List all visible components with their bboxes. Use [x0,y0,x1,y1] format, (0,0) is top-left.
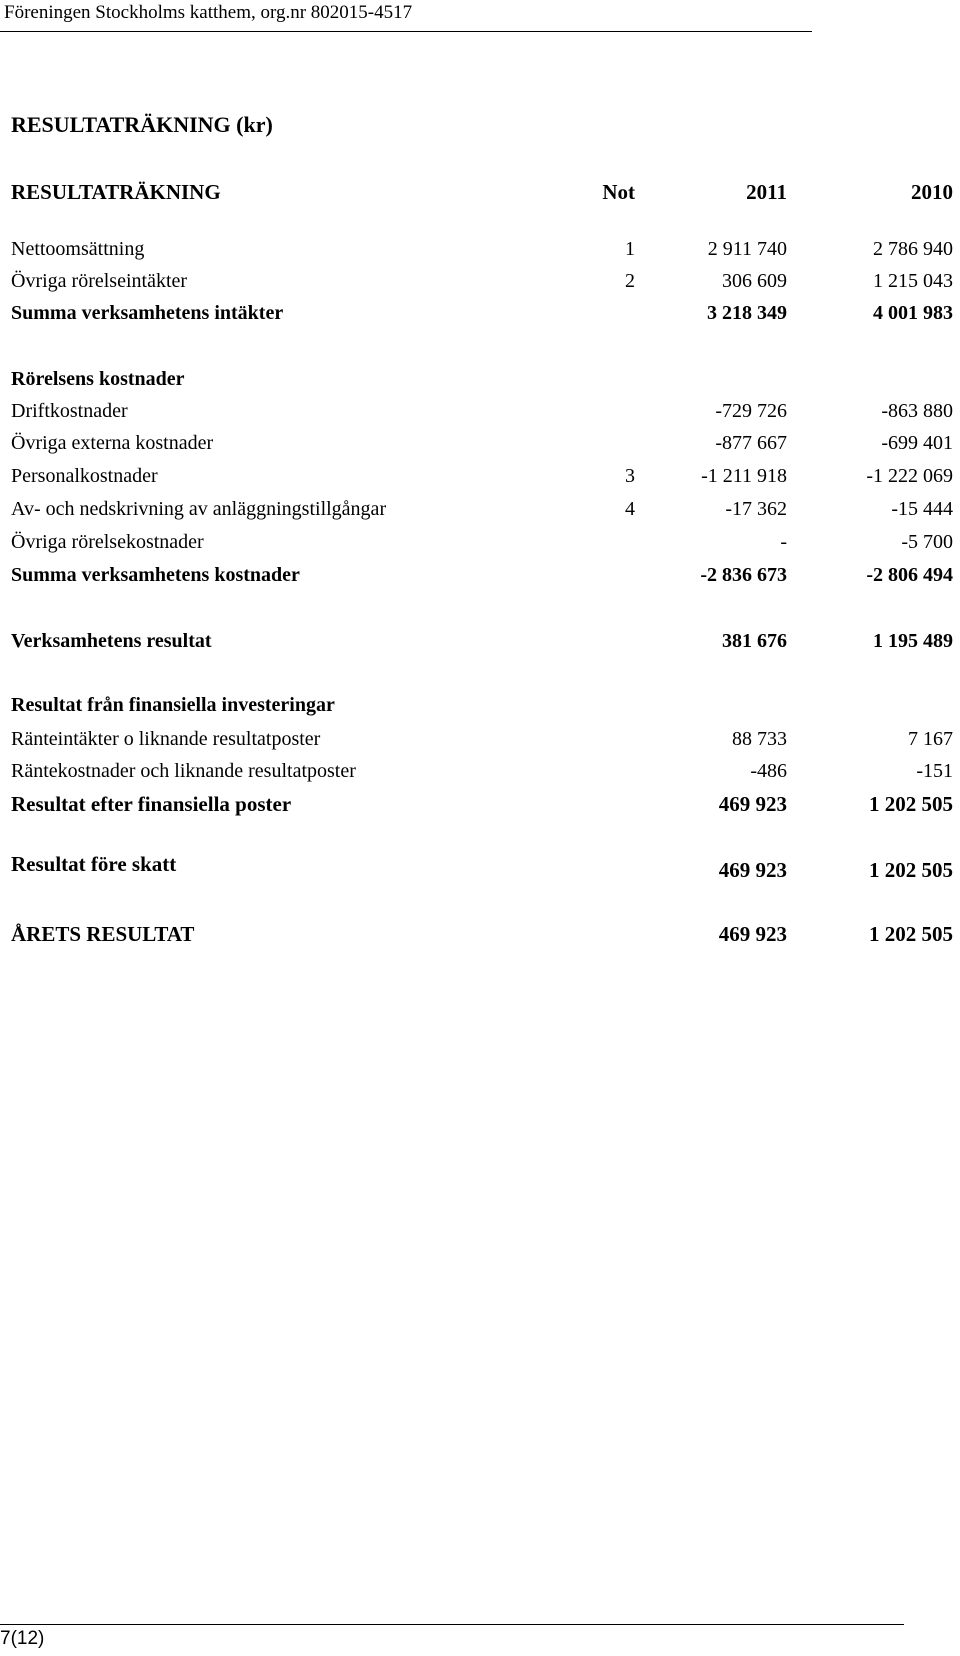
row-value-2011: 306 609 [722,270,787,292]
row-value-2010: 2 786 940 [873,238,953,260]
table-row-subtotal [11,302,959,332]
table-row [11,238,959,268]
row-value-2011: 381 676 [722,630,787,652]
row-value-2010: 1 215 043 [873,270,953,292]
page-number: 7(12) [0,1628,45,1649]
table-row [11,728,959,758]
row-label: Övriga externa kostnader [11,432,214,454]
header-year-2010: 2010 [911,180,953,204]
row-label: Resultat före skatt [11,852,177,876]
row-value-2011: 469 923 [718,792,787,816]
row-label: Personalkostnader [11,465,158,487]
row-label: Övriga rörelsekostnader [11,531,204,553]
row-value-2010: 1 202 505 [869,792,953,816]
row-value-2010: 1 202 505 [869,858,953,882]
row-label: Övriga rörelseintäkter [11,270,188,292]
row-value-2011: 88 733 [732,728,787,750]
row-note: 2 [625,270,635,292]
table-row [11,498,959,528]
row-label: Av- och nedskrivning av anläggningstillgångar [11,498,387,520]
table-row-result [11,852,959,882]
row-note: 3 [625,465,635,487]
row-label: Nettoomsättning [11,238,145,260]
row-label: Räntekostnader och liknande resultatposter [11,760,356,782]
row-value-2010: -1 222 069 [866,465,953,487]
row-value-2010: -5 700 [901,531,953,553]
table-row-subtotal [11,564,959,594]
section-heading [11,368,959,398]
row-value-2011: 2 911 740 [707,238,787,260]
row-label: ÅRETS RESULTAT [11,922,195,946]
row-value-2011: - [780,531,787,553]
row-value-2010: -863 880 [881,400,953,422]
table-header [11,180,959,210]
section-heading [11,694,959,724]
row-value-2011: -486 [750,760,787,782]
row-value-2011: -1 211 918 [701,465,787,487]
row-label: Driftkostnader [11,400,128,422]
header-divider [0,31,812,32]
row-note: 1 [625,238,635,260]
row-value-2011: 469 923 [718,858,787,882]
footer-divider [0,1624,904,1625]
row-label: Summa verksamhetens kostnader [11,564,300,586]
row-value-2010: -2 806 494 [866,564,953,586]
row-label: Rörelsens kostnader [11,368,185,390]
header-label: RESULTATRÄKNING [11,180,221,204]
row-value-2010: 1 202 505 [869,922,953,946]
row-label: Resultat från finansiella investeringar [11,694,335,716]
table-row-total [11,922,959,952]
report-title: RESULTATRÄKNING (kr) [11,112,273,137]
row-value-2010: 1 195 489 [873,630,953,652]
row-value-2011: -17 362 [725,498,787,520]
row-value-2010: 7 167 [908,728,953,750]
row-value-2011: -2 836 673 [700,564,787,586]
header-year-2011: 2011 [746,180,787,204]
row-label: Ränteintäkter o liknande resultatposter [11,728,321,750]
row-value-2010: -151 [916,760,953,782]
table-row [11,432,959,462]
table-row [11,531,959,561]
row-value-2010: -15 444 [891,498,953,520]
row-label: Verksamhetens resultat [11,630,212,652]
table-row-result [11,630,959,660]
table-row [11,270,959,300]
row-value-2011: 3 218 349 [707,302,787,324]
row-value-2010: -699 401 [881,432,953,454]
row-label: Summa verksamhetens intäkter [11,302,284,324]
row-value-2010: 4 001 983 [873,302,953,324]
header-note: Not [602,180,635,204]
row-note: 4 [625,498,635,520]
document-header: Föreningen Stockholms katthem, org.nr 802015-4517 [4,2,413,23]
table-row [11,760,959,790]
table-row-result [11,792,959,822]
table-row [11,465,959,495]
row-value-2011: -877 667 [715,432,787,454]
table-row [11,400,959,430]
row-value-2011: -729 726 [715,400,787,422]
row-label: Resultat efter finansiella poster [11,792,292,816]
row-value-2011: 469 923 [718,922,787,946]
